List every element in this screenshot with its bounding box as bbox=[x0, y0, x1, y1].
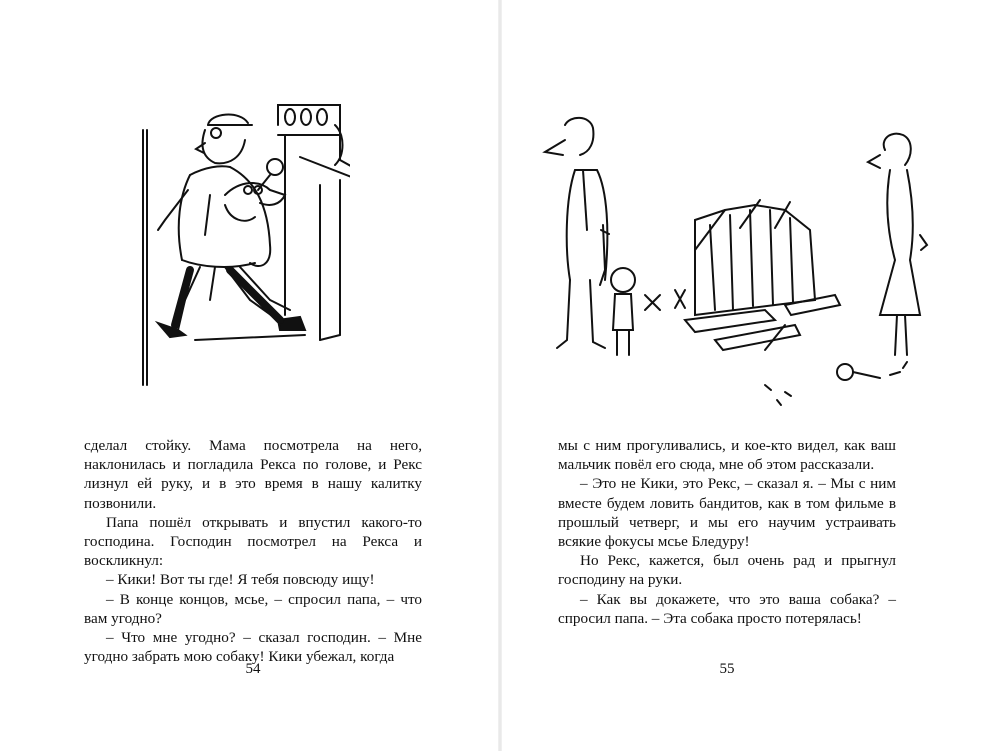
left-page bbox=[0, 0, 500, 751]
paragraph: Папа пошёл открывать и впустил какого-то господина. Господин посмотрел на Рекса и воскликнул: bbox=[84, 513, 422, 570]
right-page bbox=[500, 0, 1000, 751]
paragraph: – Это не Кики, это Рекс, – сказал я. – Мы с ним вместе будем ловить бандитов, как в том фильме в прошлый четверг, и мы его научим устраивать всякие фокусы мсье Бледуру! bbox=[558, 475, 896, 551]
paragraph: – Кики! Вот ты где! Я тебя повсюду ищу! bbox=[106, 571, 375, 589]
illustration-family-and-doghouse bbox=[535, 110, 955, 420]
left-page-text bbox=[84, 436, 422, 666]
paragraph: – В конце концов, мсье, – спросил папа, – что вам угодно? bbox=[84, 590, 422, 627]
paragraph: сделал стойку. Мама посмотрела на него, наклонилась и погладила Рекса по голове, и Рекс лизнул ей руку, и в это время в нашу калитку позвонили. bbox=[84, 437, 422, 512]
paragraph: Но Рекс, кажется, был очень рад и прыгнул господину на руки. bbox=[558, 552, 896, 589]
paragraph: – Что мне угодно? – сказал господин. – Мне угодно забрать мою собаку! Кики убежал, когда bbox=[84, 629, 422, 666]
right-page-text bbox=[558, 436, 896, 628]
paragraph: мы с ним прогуливались, и кое-кто видел, как ваш мальчик повёл его сюда, мне об этом рассказали. bbox=[558, 437, 896, 474]
page-number: 54 bbox=[245, 661, 261, 677]
page-number: 55 bbox=[719, 661, 735, 677]
paragraph: – Как вы докажете, что это ваша собака? – спросил папа. – Эта собака просто потерялась! bbox=[558, 590, 896, 627]
illustration-man-carrying-dog bbox=[130, 95, 350, 390]
